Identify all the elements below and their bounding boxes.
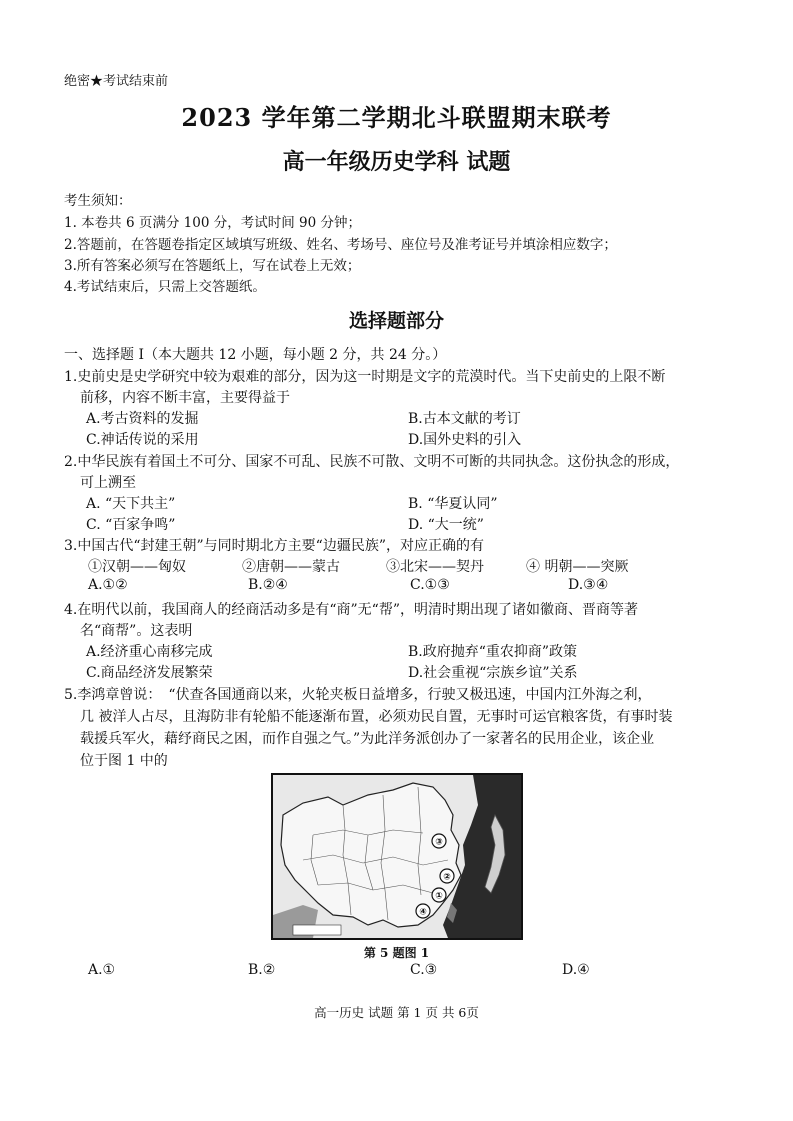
question-1-option-d: D.国外史料的引入 xyxy=(408,432,522,448)
question-3-item: ②唐朝——蒙古 xyxy=(242,559,340,575)
question-4-option-a: A.经济重心南移完成 xyxy=(86,644,213,660)
question-5-stem: 载援兵军火，藉纾商民之困，而作自强之气。”为此洋务派创办了一家著名的民用企业，该企业 xyxy=(80,731,655,747)
question-3-option-a: A.①② xyxy=(88,577,128,593)
question-4-stem: 名“商帮”。这表明 xyxy=(80,623,193,639)
question-2-stem: 可上溯至 xyxy=(80,475,136,491)
question-5-option-c: C.③ xyxy=(410,962,438,978)
map-marker-2 xyxy=(440,869,454,883)
svg-text:①: ① xyxy=(435,891,443,902)
svg-text:③: ③ xyxy=(435,837,443,848)
exam-subtitle: 高一年级历史学科 试题 xyxy=(282,149,511,175)
question-3-item: ③北宋——契丹 xyxy=(386,559,484,575)
map-illustration xyxy=(273,775,521,938)
svg-text:④: ④ xyxy=(419,907,427,918)
question-5-stem: 几 被洋人占尽，且海防非有轮船不能逐渐布置，必须劝民自置，无事时可运官粮客货，有事时装 xyxy=(80,709,673,725)
question-2-stem: 2.中华民族有着国土不可分、国家不可乱、民族不可散、文明不可断的共同执念。这份执念的形成， xyxy=(64,454,680,470)
question-5-stem: 5.李鸿章曾说： “伏查各国通商以来，火轮夹板日益增多，行驶又极迅速，中国内江外海之利， xyxy=(64,687,652,703)
question-2-option-c: C. “百家争鸣” xyxy=(86,517,176,533)
notice-heading: 考生须知： xyxy=(64,193,132,209)
question-5-option-a: A.① xyxy=(88,962,116,978)
question-4-option-b: B.政府抛弃“重农抑商”政策 xyxy=(408,644,578,660)
question-1-stem: 1.史前史是史学研究中较为艰难的部分，因为这一时期是文字的荒漠时代。当下史前史的上限不断 xyxy=(64,369,666,385)
confidential-label: 绝密★考试结束前 xyxy=(64,74,169,89)
part-heading: 一、选择题 I（本大题共 12 小题，每小题 2 分，共 24 分。） xyxy=(64,347,447,363)
question-5-stem: 位于图 1 中的 xyxy=(80,753,168,769)
map-marker-4 xyxy=(416,904,430,918)
question-5-option-b: B.② xyxy=(248,962,276,978)
question-1-option-c: C.神话传说的采用 xyxy=(86,432,199,448)
question-4-option-c: C.商品经济发展繁荣 xyxy=(86,665,213,681)
question-3-option-d: D.③④ xyxy=(568,577,609,593)
map-marker-3 xyxy=(432,834,446,848)
question-3-option-c: C.①③ xyxy=(410,577,450,593)
question-1-option-b: B.古本文献的考订 xyxy=(408,411,521,427)
notice-item: 1. 本卷共 6 页满分 100 分，考试时间 90 分钟； xyxy=(64,215,361,231)
question-3-option-b: B.②④ xyxy=(248,577,288,593)
question-3-item: ④ 明朝——突厥 xyxy=(526,559,629,575)
question-1-stem: 前移，内容不断丰富，主要得益于 xyxy=(80,390,290,406)
question-4-stem: 4.在明代以前，我国商人的经商活动多是有“商”无“帮”，明清时期出现了诸如徽商、晋商等著 xyxy=(64,602,638,618)
page-footer: 高一历史 试题 第 1 页 共 6页 xyxy=(314,1005,479,1020)
section-title: 选择题部分 xyxy=(348,310,444,332)
question-5-option-d: D.④ xyxy=(562,962,590,978)
question-1-option-a: A.考古资料的发掘 xyxy=(86,411,199,427)
exam-title: 2023 学年第二学期北斗联盟期末联考 xyxy=(181,103,612,132)
figure-caption: 第 5 题图 1 xyxy=(363,946,430,960)
svg-text:②: ② xyxy=(443,872,451,883)
question-2-option-d: D. “大一统” xyxy=(408,517,484,533)
notice-item: 3.所有答案必须写在答题纸上，写在试卷上无效； xyxy=(64,258,361,274)
question-2-option-b: B. “华夏认同” xyxy=(408,496,498,512)
china-map-figure xyxy=(271,773,523,940)
question-2-option-a: A. “天下共主” xyxy=(86,496,176,512)
notice-item: 4.考试结束后，只需上交答题纸。 xyxy=(64,279,266,295)
notice-item: 2.答题前，在答题卷指定区域填写班级、姓名、考场号、座位号及准考证号并填涂相应数字； xyxy=(64,237,617,253)
question-4-option-d: D.社会重视“宗族乡谊”关系 xyxy=(408,665,578,681)
map-marker-1 xyxy=(432,888,446,902)
question-3-stem: 3.中国古代“封建王朝”与同时期北方主要“边疆民族”，对应正确的有 xyxy=(64,538,484,554)
question-3-item: ①汉朝——匈奴 xyxy=(88,559,186,575)
